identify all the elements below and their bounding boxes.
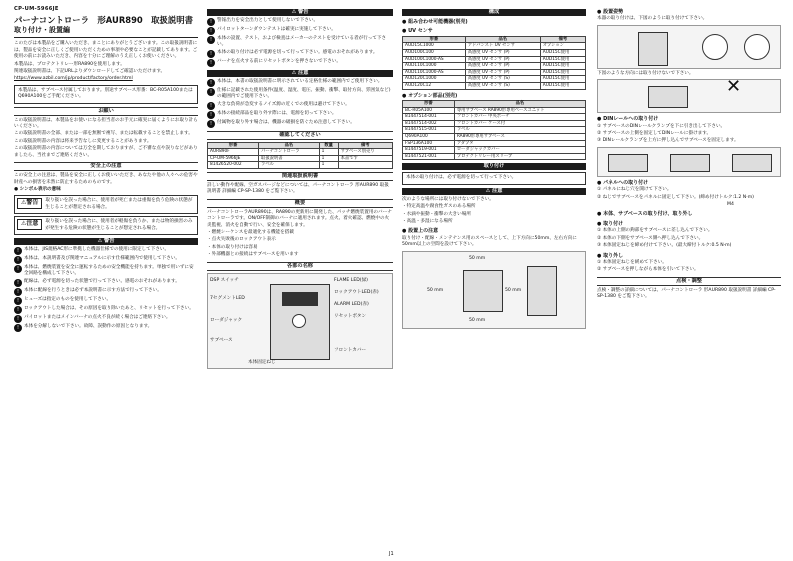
warning-item: ! 本体は、本書の取扱説明書に明示されている定格仕様の範囲内でご使用下さい。 xyxy=(207,79,393,87)
table-row xyxy=(208,155,393,162)
table-cell: 高感度 UV センサ (S) xyxy=(465,82,540,89)
table-cell: 本書です xyxy=(338,155,392,162)
part-label: 本体固定ねじ xyxy=(248,359,276,365)
dimension-label: 50 mm xyxy=(427,287,444,293)
table-cell: AUD100C1000-AS xyxy=(403,56,466,63)
attach-step: ③ 本体固定ねじを締め付けて下さい。(最大締付トルク:0.5 N·m) xyxy=(597,243,732,249)
warning-item: ! 本体の取り付けは必ず電源を切って行って下さい。感電のおそれがあります。 xyxy=(207,50,393,58)
table-header: 品名 xyxy=(454,100,585,107)
table-row xyxy=(208,162,393,169)
safety-heading: 安全上の注意 xyxy=(14,162,198,171)
controller-body xyxy=(648,86,688,108)
prohibition-icon: ! xyxy=(207,36,215,44)
table-cell: AUD120C12 xyxy=(403,82,466,89)
table-cell: 81447514-002 xyxy=(403,120,455,127)
caution-definition: ⚠注意 取り扱いを誤った場合に、使用者が軽傷を負うか、または物的損害のみが発生する危険の状態が生じることが想定される場合。 xyxy=(14,216,198,235)
warning-item: ! 本体を分解しないで下さい。故障、誤動作の原因となります。 xyxy=(14,324,198,332)
page-number: J1 xyxy=(389,551,394,557)
table-cell: AUD110C1000-AS xyxy=(403,69,466,76)
symbols-heading: ● シンボル表示の意味 xyxy=(14,186,61,192)
clearance-diagram xyxy=(402,251,586,329)
prohibition-icon: ! xyxy=(207,102,215,110)
table-cell: ラベル xyxy=(454,127,585,134)
column-1 xyxy=(14,6,198,553)
column-2 xyxy=(207,6,393,553)
detach-step: ① 本体固定ねじを緩めて下さい。 xyxy=(597,259,667,265)
warning-item: ! 本体の接続部品を取り外す際には、電源を切って下さい。 xyxy=(207,111,393,119)
body-heading: ● 本体、サブベースの取り付け、取り外し xyxy=(597,211,693,218)
table-cell: 高感度 UV センサ (P) xyxy=(465,56,540,63)
document-subtitle: 取り付け・設置編 xyxy=(14,26,198,38)
table-cell: ラベル xyxy=(259,162,320,169)
part-label: FLAME LED(緑) xyxy=(334,277,368,283)
document-number: CP-UM-5966JE xyxy=(14,6,59,12)
table-cell: AUD120C1000 xyxy=(403,76,466,83)
part-label: ローダジャック xyxy=(210,317,243,323)
caution-sign-icon: ⚠注意 xyxy=(17,219,42,229)
table-row xyxy=(403,56,586,63)
dimension-label: 50 mm xyxy=(505,287,522,293)
controller-body xyxy=(638,32,668,66)
prohibition-icon: ! xyxy=(14,315,22,323)
controller-side xyxy=(527,266,557,316)
panel-step: ① パネルにねじ穴を開けて下さい。 xyxy=(597,187,672,193)
table-cell: 高感度 UV センサ (P) xyxy=(465,63,540,70)
table-cell: FSP136A100 xyxy=(403,140,455,147)
warning-item: ! 大きな負荷が急変するノイズ源の近くでの使用は避けて下さい。 xyxy=(207,102,393,110)
table-cell: AUD15C使用 xyxy=(540,82,585,89)
overview-bullet: ・燃焼シーケンスを最適化する機能を搭載 xyxy=(207,230,294,236)
table-cell: AUD15C使用 xyxy=(540,69,585,76)
subbase xyxy=(670,154,710,172)
table-header: 備考 xyxy=(338,142,392,149)
parts-heading: 各部の名称 xyxy=(207,262,393,271)
warning-item: ! パイロットターンダウンテストは確実に実施して下さい。 xyxy=(207,27,393,35)
manual-url[interactable]: https://www.azbil.com/jp/product/factory/order.html xyxy=(14,76,133,82)
warning-item: ! 付属物を取り外す場合は、機器の破損を防ぐため注意して下さい。 xyxy=(207,120,393,128)
subbase xyxy=(608,154,648,172)
intro-note: 本製品は、プロテクトリレー形RA890を使用します。 xyxy=(14,61,125,67)
dimension-label: 50 mm xyxy=(469,255,486,261)
table-cell: ローダジャックカバー xyxy=(454,147,585,154)
warning-item: ! 仕様に記載された使用条件(温度、湿度、電圧、振動、衝撃、取付方向、雰囲気など)の範囲内でご使用下さい。 xyxy=(207,88,393,101)
attach-step: ② 本体の下側をサブベース側へ押し込んで下さい。 xyxy=(597,235,704,241)
table-cell: AUD100C100 xyxy=(403,50,466,57)
request-heading: お願い xyxy=(14,107,198,116)
warning-item: ! 本体は、JIS規格AC形に準拠した機器仕様での使用に限定して下さい。 xyxy=(14,247,198,255)
table-row xyxy=(403,140,586,147)
safety-text: この安全上の注意は、製品を安全に正しくお使いいただき、あなたや他の人々への危害や財産への損害を未然に防止するためのものです。 xyxy=(14,173,198,185)
prohibition-icon: ! xyxy=(14,306,22,314)
combo-heading: ● 組み合わせ可能機器(別売) xyxy=(402,19,468,25)
warning-item: ! 本体は、燃焼装置を安全に運転するための安全機能を持ちます。単独で用いずに安全回路を構成して下さい。 xyxy=(14,265,198,278)
related-text: 詳しい動作や配線、空ガスパージなどについては、パーナコントローラ 形AUR890 取扱説明書 詳細編 CP-SP-1380 をご覧下さい。 xyxy=(207,183,389,195)
notice-box: 本製品は、サブベース付属しております。別途サブベース形番：BC-R05A100またはQ690A100をご手配ください。 xyxy=(14,85,198,104)
request-item: この取扱説明書の内容については万全を期しておりますが、ご不審な点や誤りなどがありましたら、当社までご連絡ください。 xyxy=(14,146,198,158)
cross-mark-icon: ✕ xyxy=(726,76,742,98)
table-cell: AUR890F xyxy=(208,149,259,156)
detach-step: ② サブベースを押しながら本体を引いて下さい。 xyxy=(597,267,699,273)
table-header: 形番 xyxy=(403,36,466,43)
table-header: 形番 xyxy=(403,100,455,107)
orientation-ng-figure xyxy=(597,76,781,113)
table-cell: AUD15C使用 xyxy=(540,56,585,63)
related-heading: 関連取扱説明書 xyxy=(207,172,393,181)
table-row xyxy=(403,43,586,50)
table-cell: オプション xyxy=(540,43,585,50)
prohibition-icon: ! xyxy=(207,59,215,67)
part-label: 7セグメントLED xyxy=(210,295,245,301)
panel-step: ② ねじでサブベースをパネルに固定して下さい。(締め付けトルク:1.2 N·m) xyxy=(597,194,754,200)
uv-heading: ● UV センサ xyxy=(402,28,433,35)
overview-text: パーナコントローラAUR890は、RA890の更新用に開発した、パッチ燃焼装置用のバーナコントローラです。ON/OFF制御のバーナに適用されます。点火、着火確認、燃焼中の火炎監視、消火を自動で行い、安全を確保します。 xyxy=(207,209,392,228)
table-row xyxy=(403,63,586,70)
prohibition-icon: ! xyxy=(207,120,215,128)
table-cell: フロントカバー ケース付 xyxy=(454,120,585,127)
table-cell: AUD110C1000 xyxy=(403,63,466,70)
table-cell: 81426520-002 xyxy=(208,162,259,169)
table-header: 品名 xyxy=(259,142,320,149)
install-heading: ● 設置上の注意 xyxy=(402,228,439,235)
table-cell: 81447521-001 xyxy=(403,153,455,160)
overview-heading: 概要 xyxy=(207,199,393,208)
warning-list xyxy=(207,18,393,67)
caution-item: ・水滴や振動・衝撃の大きい場所 xyxy=(402,211,471,217)
table-row xyxy=(403,107,586,114)
intro-note: 関連取扱説明書は、下記URLよりダウンロードしてご確認いただけます。 xyxy=(14,69,166,75)
document-title: パーナコントローラ 形AUR890 取扱説明書 xyxy=(14,15,193,26)
part-label: ロックアウトLED(赤) xyxy=(334,289,379,295)
table-cell: アドバンスト UV センサ xyxy=(465,43,540,50)
warning-list xyxy=(14,247,198,332)
din-step: ② サブベースの上側を固定してDINレールに掛けます。 xyxy=(597,131,712,137)
overview-bullet: ・点火失敗後のロックアウト表示 xyxy=(207,237,276,243)
table-cell: プロテクトリレー用スリーブ xyxy=(454,153,585,160)
din-heading: ● DINレールへの取り付け xyxy=(597,116,659,123)
attach-step: ① 本体の上側の鉤部をサブベースに差し込んで下さい。 xyxy=(597,228,713,234)
posture-text: 本器の取り付けは、下図のように取り付けて下さい。 xyxy=(597,16,708,22)
table-cell: AUD15C使用 xyxy=(540,76,585,83)
install-text: 取り付け・配線・メンテナンス用のスペースとして、上下方向に50mm、左右方向に50mm以上の空間を設けて下さい。 xyxy=(402,235,577,248)
part-label: リセットボタン xyxy=(334,313,367,319)
caution-item: 次のような場所には取り付けないで下さい。 xyxy=(402,196,494,202)
table-cell: 1 xyxy=(319,162,338,169)
table-row xyxy=(403,153,586,160)
din-step: ① サブベースのDINレールクランプを下に引き出して下さい。 xyxy=(597,123,726,129)
table-row xyxy=(403,120,586,127)
warning-item: ! バーナを点火する前にリセットボタンを押さないで下さい。 xyxy=(207,59,393,67)
table-cell: 81447515-001 xyxy=(403,127,455,134)
dimension-label: 50 mm xyxy=(469,317,486,323)
config-heading: 構成 xyxy=(402,9,586,16)
inspect-heading: 点検・調整 xyxy=(597,277,781,286)
prohibition-icon: ! xyxy=(14,247,22,255)
table-cell: AUD15C1000 xyxy=(403,43,466,50)
table-row xyxy=(403,76,586,83)
din-step: ③ DINレールクランプを上方に押し込んでサブベースを固定します。 xyxy=(597,138,739,144)
prohibition-icon: ! xyxy=(14,288,22,296)
prohibition-icon: ! xyxy=(14,279,22,287)
request-item: この取扱説明書は、本製品をお使いになる担当者のお手元に確実に届くようにお取り計らいください。 xyxy=(14,117,198,130)
warning-heading: ⚠ 警告 xyxy=(207,9,393,16)
caution-item: ・高温・多湿になる場所 xyxy=(402,218,453,224)
options-heading: ● オプション部品(別売) xyxy=(402,92,458,99)
mount-heading: 取り付け xyxy=(402,163,586,170)
uv-sensor-table xyxy=(402,36,586,90)
table-row xyxy=(403,114,586,121)
prohibition-icon: ! xyxy=(207,18,215,26)
mount-note: 本体の取り付けは、必ず電源を切って行って下さい。 xyxy=(402,172,586,184)
table-cell: 高感度 UV センサ (S) xyxy=(465,76,540,83)
part-label: ALARM LED(赤) xyxy=(334,301,369,307)
warning-definition: ⚠警告 取り扱いを誤った場合に、使用者が死亡または重傷を負う危険の状態が生じることが想定される場合。 xyxy=(14,195,198,214)
table-row xyxy=(403,69,586,76)
prohibition-icon: ! xyxy=(14,256,22,264)
attach-heading: ● 取り付け xyxy=(597,220,624,227)
prohibition-icon: ! xyxy=(207,111,215,119)
inspect-text: 点検・調整の詳細については、パーナコントローラ 形AUR890 取扱説明書 詳細編 CP-SP-1380 をご覧下さい。 xyxy=(597,287,776,300)
table-cell: サブベース別売り xyxy=(338,149,392,156)
seven-segment-display xyxy=(282,292,318,306)
warning-item: ! 本体は、本説明書及び関連マニュアルに示す仕様範囲内で使用して下さい。 xyxy=(14,256,198,264)
caution-list xyxy=(207,79,393,128)
contents-table xyxy=(207,142,393,169)
controller-body xyxy=(463,270,503,312)
circle-mark-icon xyxy=(702,34,728,60)
warning-heading: ⚠ 警告 xyxy=(14,238,198,245)
table-cell: RA890形専用サブベース xyxy=(454,133,585,140)
request-item: この取扱説明書の内容は将来予告なしに変更することがあります。 xyxy=(14,138,152,144)
overview-bullet: ・外部機器との接続はサブベースを用います xyxy=(207,252,299,258)
warning-item: ! 配線は、必ず電源を切った状態で行って下さい。感電のおそれがあります。 xyxy=(14,279,198,287)
table-header: 形番 xyxy=(208,142,259,149)
table-row xyxy=(208,149,393,156)
table-cell: AUD15C使用 xyxy=(540,63,585,70)
check-heading: 確認してください xyxy=(207,131,393,140)
table-header: 数量 xyxy=(319,142,338,149)
circle-mark-icon xyxy=(744,34,770,60)
options-table xyxy=(402,100,586,160)
table-cell: 高感度 UV センサ (P) xyxy=(465,69,540,76)
table-cell: アダプタ xyxy=(454,140,585,147)
table-cell: CP-UM-5966JE xyxy=(208,155,259,162)
posture-text: 下図のような方向には取り付けないで下さい。 xyxy=(597,70,694,76)
part-label: DSP スイッチ xyxy=(210,277,239,283)
table-row xyxy=(403,82,586,89)
table-cell: 取扱説明書 xyxy=(259,155,320,162)
warning-sign-icon: ⚠警告 xyxy=(17,198,42,208)
column-3 xyxy=(402,6,586,553)
warning-item: ! ロックアウトした場合は、その原因を取り除いたあと、リセットを行って下さい。 xyxy=(14,306,198,314)
warning-item: ! 本体の設置、テスト、および検査はメーカーのテストを受けている者が行って下さい。 xyxy=(207,36,393,49)
caution-heading: ⚠ 注意 xyxy=(207,70,393,77)
prohibition-icon: ! xyxy=(14,324,22,332)
prohibition-icon: ! xyxy=(207,88,215,96)
orientation-ok-figure xyxy=(597,25,781,69)
table-cell xyxy=(338,162,392,169)
prohibition-icon: ! xyxy=(207,27,215,35)
table-cell: 高感度 UV センサ (P) xyxy=(465,50,540,57)
posture-heading: ● 設置姿勢 xyxy=(597,9,624,15)
table-row xyxy=(403,147,586,154)
table-cell: AUD15C使用 xyxy=(540,50,585,57)
panel-heading: ● パネルへの取り付け xyxy=(597,179,649,186)
table-row xyxy=(403,133,586,140)
caution-item: ・特定高温や腐食性ガスのある場所 xyxy=(402,204,476,210)
dimension-label: M4 xyxy=(727,202,734,208)
warning-item: ! パイロットまたはメインバーナの点火不良が続く場合はご連絡下さい。 xyxy=(14,315,198,323)
warning-item: ! 警報出力を安全出力として使用しないで下さい。 xyxy=(207,18,393,26)
table-cell: 1 xyxy=(319,155,338,162)
intro-text: このたびは本製品をご購入いただき、まことにありがとうございます。この取扱説明書には、製品を安全に正しくご使用いただくための事項や必要なことが記載してあります。ご使用の前にお読みいただき、内容を十分にご理解のうえ正しくお使いください。 xyxy=(14,41,198,60)
prohibition-icon: ! xyxy=(14,265,22,273)
table-header: 品名 xyxy=(465,36,540,43)
table-row xyxy=(403,50,586,57)
parts-diagram xyxy=(207,273,393,369)
subbase xyxy=(732,154,772,172)
caution-heading: ⚠ 注意 xyxy=(402,188,586,195)
overview-bullet: ・本体の取り付けは容易 xyxy=(207,244,258,250)
reset-button xyxy=(292,314,306,328)
din-mount-figure xyxy=(597,147,781,177)
table-cell: 81447519-001 xyxy=(403,147,455,154)
table-cell: フロントカバー 中央ポーチ xyxy=(454,114,585,121)
part-label: フロントカバー xyxy=(334,347,367,353)
table-header: 備考 xyxy=(540,36,585,43)
detach-heading: ● 取り外し xyxy=(597,252,624,259)
table-cell: 1 xyxy=(319,149,338,156)
prohibition-icon: ! xyxy=(14,297,22,305)
warning-item: ! ヒューズは指定のものを使用して下さい。 xyxy=(14,297,198,305)
table-row xyxy=(403,127,586,134)
prohibition-icon: ! xyxy=(207,79,215,87)
column-4 xyxy=(597,6,781,553)
table-cell: パーナコントローラ xyxy=(259,149,320,156)
part-label: サブベース xyxy=(210,337,233,343)
prohibition-icon: ! xyxy=(207,50,215,58)
table-cell: 専用サブベース RA890形専用ベースユニット xyxy=(454,107,585,114)
request-item: この取扱説明書の全部、または一部を無断で複写、または転載することを禁止します。 xyxy=(14,131,193,137)
warning-item: ! 本体に配線を行うときは必ず本説明書に示す方法で行って下さい。 xyxy=(14,288,198,296)
table-cell: Q690A100 xyxy=(403,133,455,140)
table-cell: 81447514-001 xyxy=(403,114,455,121)
table-cell: BC-R05A100 xyxy=(403,107,455,114)
